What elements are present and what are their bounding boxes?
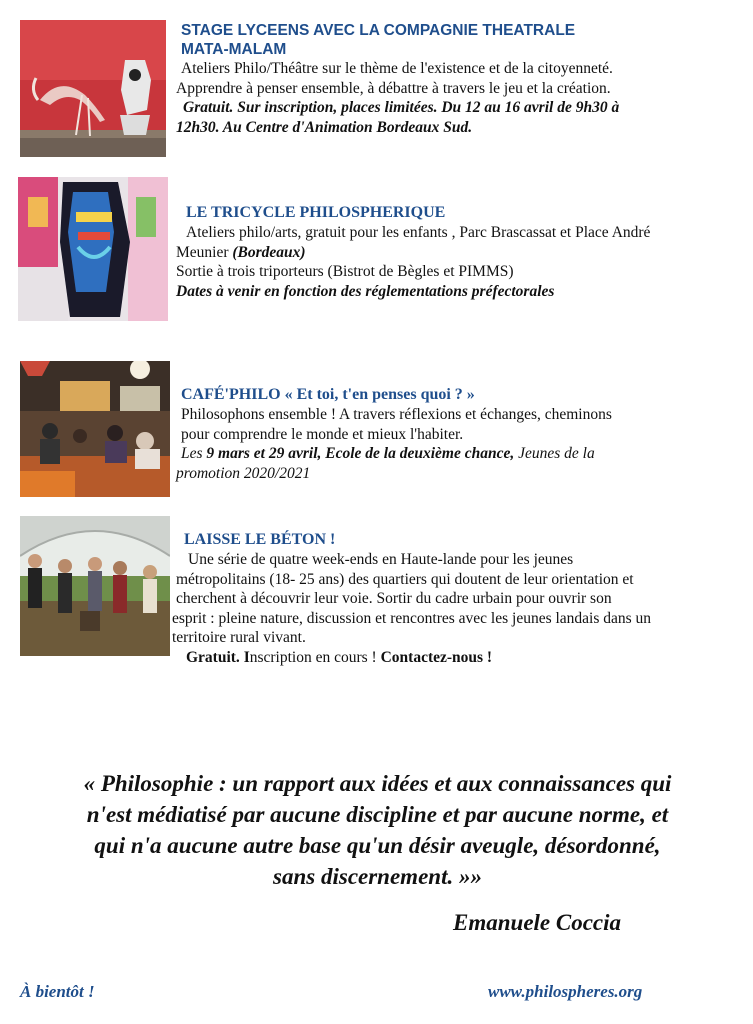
event-title: LAISSE LE BÉTON ! (184, 531, 336, 548)
event-description: Apprendre à penser ensemble, à débattre à travers le jeu et la création. (176, 79, 611, 97)
event-description: Une série de quatre week-ends en Haute-lande pour les jeunes (188, 551, 574, 568)
event-description: esprit : pleine nature, discussion et rencontres avec les jeunes landais dans un (172, 609, 652, 627)
event-info: Gratuit. Sur inscription, places limitées. Du 12 au 16 avril de 9h30 à (183, 99, 620, 116)
event-title: STAGE LYCEENS AVEC LA COMPAGNIE THEATRALE MATA-MALAM (181, 22, 576, 58)
event-title: LE TRICYCLE PHILOSPHERIQUE (186, 204, 446, 221)
event-description: pour comprendre le monde et mieux l'habiter. (181, 425, 464, 443)
event-tricycle (176, 203, 736, 301)
event-cafe-philo (176, 385, 736, 483)
quote-author: Emanuele Coccia (453, 910, 622, 935)
philosophy-quote: « Philosophie : un rapport aux idées et aux connaissances qui n'est médiatisé par aucune discipline et par aucune norme, et qui n'a aucune autre base qu'un désir aveugle, désordonné, sans discernement. »» (83, 771, 672, 889)
event-description: métropolitains (18- 25 ans) des quartiers qui doutent de leur orientation et (176, 570, 634, 588)
footer-website-link[interactable]: www.philospheres.org (488, 982, 643, 1001)
event-description: Ateliers Philo/Théâtre sur le thème de l'existence et de la citoyenneté. (181, 60, 613, 77)
event-info: promotion 2020/2021 (176, 464, 311, 482)
event-info: Gratuit. Inscription en cours ! Contactez-nous ! (186, 648, 493, 666)
event-info: Les 9 mars et 29 avril, Ecole de la deuxième chance, Jeunes de la (181, 445, 595, 462)
event-description: cherchent à découvrir leur voie. Sortir du cadre urbain pour ouvrir son (176, 590, 612, 607)
event-description: Ateliers philo/arts, gratuit pour les enfants , Parc Brascassat et Place André (186, 224, 651, 241)
footer-greeting: À bientôt ! (20, 982, 95, 1001)
event-stage-lyceens (176, 21, 736, 137)
event-description: Sortie à trois triporteurs (Bistrot de Bègles et PIMMS) (176, 263, 514, 280)
photo-cafe-philo (20, 361, 170, 497)
photo-tricycle-artwork (18, 177, 168, 321)
event-description: Meunier (Bordeaux) (176, 243, 306, 261)
event-description: territoire rural vivant. (172, 629, 306, 646)
event-info: 12h30. Au Centre d'Animation Bordeaux Sud. (176, 118, 473, 136)
photo-laisse-le-beton (20, 516, 170, 656)
photo-theatre-graffiti (20, 20, 166, 157)
event-info: Dates à venir en fonction des réglementations préfectorales (176, 282, 555, 300)
event-description: Philosophons ensemble ! A travers réflexions et échanges, cheminons (181, 406, 612, 423)
event-title: CAFÉ'PHILO « Et toi, t'en penses quoi ? » (181, 386, 475, 403)
event-laisse-le-beton (172, 530, 728, 667)
